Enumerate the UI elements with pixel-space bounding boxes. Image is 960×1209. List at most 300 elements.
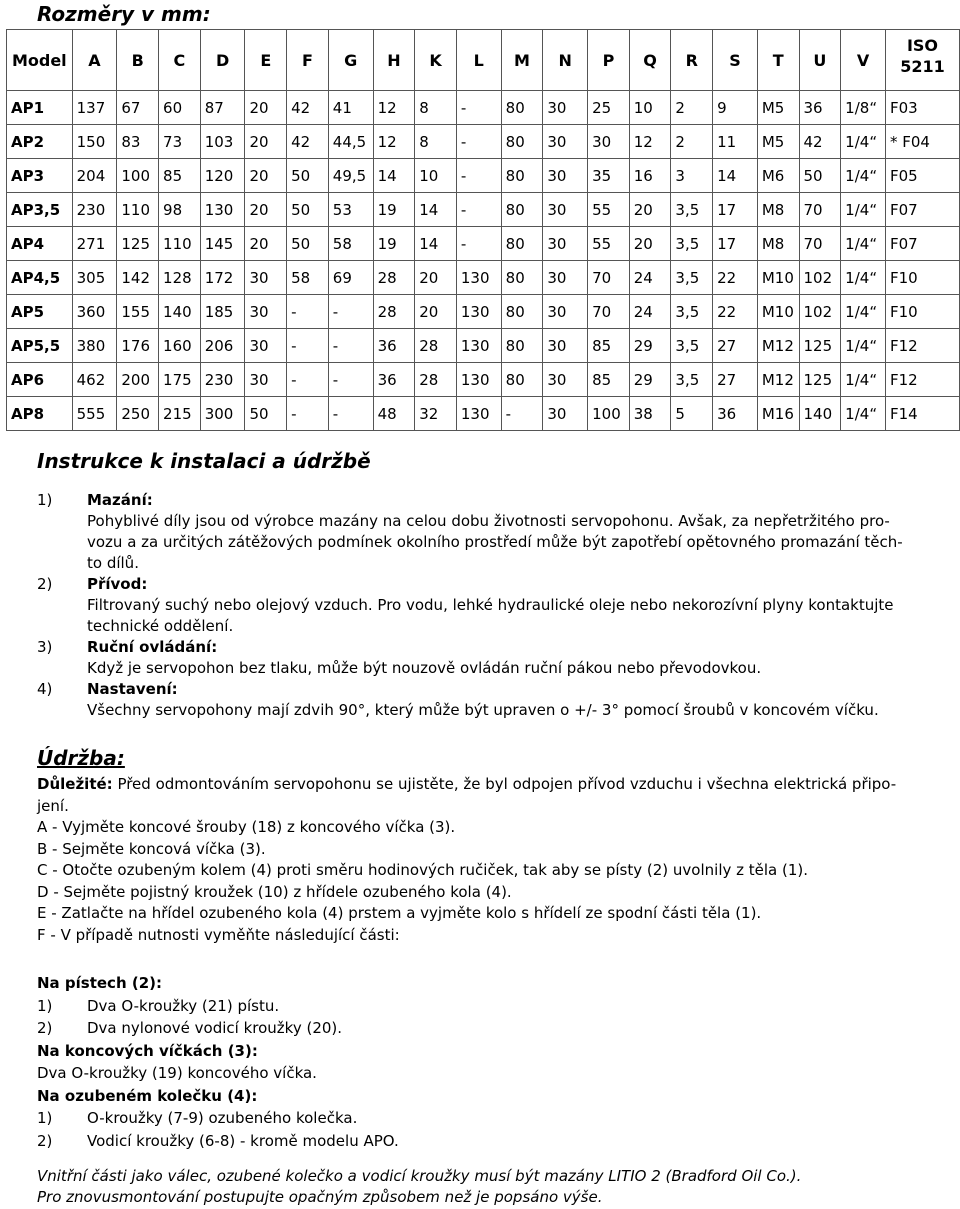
column-header: D [200, 30, 245, 91]
table-cell: 271 [72, 227, 117, 261]
table-cell: 73 [159, 125, 201, 159]
table-cell: 30 [543, 261, 588, 295]
instruction-item [37, 679, 952, 721]
table-cell: 380 [72, 329, 117, 363]
table-row [7, 91, 960, 125]
table-cell: 176 [117, 329, 159, 363]
item-number: 2) [37, 575, 53, 593]
table-cell: 70 [588, 295, 630, 329]
table-cell: M5 [757, 125, 799, 159]
column-header: B [117, 30, 159, 91]
table-cell: 30 [543, 159, 588, 193]
table-cell: 130 [456, 363, 501, 397]
table-cell: 300 [200, 397, 245, 431]
table-cell: 103 [200, 125, 245, 159]
column-header: S [713, 30, 758, 91]
table-cell: 8 [415, 125, 457, 159]
table-cell: 30 [543, 329, 588, 363]
table-cell: 24 [629, 295, 671, 329]
table-cell: F05 [885, 159, 959, 193]
table-cell: 36 [799, 91, 841, 125]
table-cell: 3,5 [671, 193, 713, 227]
table-cell: 55 [588, 193, 630, 227]
table-cell: 42 [287, 125, 329, 159]
model-cell: AP3,5 [7, 193, 73, 227]
table-cell: - [328, 295, 373, 329]
table-cell: 55 [588, 227, 630, 261]
table-header-row [7, 30, 960, 91]
table-cell: - [328, 329, 373, 363]
table-cell: 110 [117, 193, 159, 227]
table-cell: 8 [415, 91, 457, 125]
table-cell: 1/4“ [841, 125, 886, 159]
table-cell: 1/4“ [841, 227, 886, 261]
dimensions-table-body [7, 91, 960, 431]
table-cell: 20 [245, 125, 287, 159]
table-cell: 30 [245, 329, 287, 363]
table-cell: - [287, 329, 329, 363]
column-header-iso [885, 30, 959, 91]
parts-caps-text: Dva O-kroužky (19) koncového víčka. [37, 1064, 317, 1082]
column-header: N [543, 30, 588, 91]
column-header: H [373, 30, 415, 91]
table-cell: 102 [799, 261, 841, 295]
table-cell: 12 [373, 91, 415, 125]
table-cell: 130 [456, 295, 501, 329]
table-cell: 1/4“ [841, 261, 886, 295]
table-cell: 30 [588, 125, 630, 159]
table-cell: 80 [501, 329, 543, 363]
table-cell: 20 [629, 227, 671, 261]
important-text-cont: jení. [37, 796, 69, 815]
item-text-line: to dílů. [87, 554, 139, 572]
table-cell: 172 [200, 261, 245, 295]
table-row [7, 159, 960, 193]
maintenance-section-title: Údržba: [37, 746, 125, 770]
table-cell: 130 [456, 397, 501, 431]
table-cell: F14 [885, 397, 959, 431]
table-cell: 19 [373, 193, 415, 227]
table-cell: M8 [757, 227, 799, 261]
column-header: U [799, 30, 841, 91]
table-cell: 2 [671, 125, 713, 159]
table-cell: 250 [117, 397, 159, 431]
table-cell: 14 [373, 159, 415, 193]
table-cell: 36 [373, 329, 415, 363]
model-cell: AP3 [7, 159, 73, 193]
table-cell: - [456, 193, 501, 227]
column-header: T [757, 30, 799, 91]
table-cell: 204 [72, 159, 117, 193]
column-header: M [501, 30, 543, 91]
table-cell: 14 [415, 227, 457, 261]
parts-item-number: 2) [37, 1131, 53, 1150]
table-cell: M8 [757, 193, 799, 227]
table-cell: F10 [885, 295, 959, 329]
table-cell: 42 [799, 125, 841, 159]
column-header: Q [629, 30, 671, 91]
table-cell: 100 [117, 159, 159, 193]
table-cell: 70 [799, 227, 841, 261]
table-cell: 58 [287, 261, 329, 295]
parts-item-number: 1) [37, 996, 53, 1015]
table-cell: 155 [117, 295, 159, 329]
table-cell: M12 [757, 363, 799, 397]
table-cell: 17 [713, 193, 758, 227]
table-row [7, 295, 960, 329]
item-text-line: Filtrovaný suchý nebo olejový vzduch. Pro vodu, lehké hydraulické oleje nebo nekorozívní plyny kontaktujte [87, 596, 894, 614]
table-cell: 30 [245, 261, 287, 295]
table-cell: 58 [328, 227, 373, 261]
parts-item [37, 995, 952, 1018]
table-cell: 1/4“ [841, 159, 886, 193]
table-cell: 80 [501, 261, 543, 295]
table-cell: 98 [159, 193, 201, 227]
table-cell: 130 [456, 261, 501, 295]
table-cell: M10 [757, 261, 799, 295]
table-cell: 3,5 [671, 295, 713, 329]
table-cell: 80 [501, 125, 543, 159]
parts-heading-gear: Na ozubeném kolečku (4): [37, 1086, 258, 1105]
table-cell: 50 [799, 159, 841, 193]
table-cell: 1/4“ [841, 397, 886, 431]
table-cell: 10 [415, 159, 457, 193]
table-cell: 50 [287, 193, 329, 227]
table-cell: - [501, 397, 543, 431]
table-cell: 48 [373, 397, 415, 431]
table-cell: 200 [117, 363, 159, 397]
table-cell: 1/4“ [841, 193, 886, 227]
table-cell: 27 [713, 363, 758, 397]
table-cell: 3,5 [671, 227, 713, 261]
table-cell: 50 [287, 227, 329, 261]
table-cell: 20 [245, 159, 287, 193]
table-cell: 206 [200, 329, 245, 363]
table-cell: 38 [629, 397, 671, 431]
table-row [7, 227, 960, 261]
parts-item-text: O-kroužky (7-9) ozubeného kolečka. [87, 1109, 358, 1127]
table-cell: 30 [543, 397, 588, 431]
table-cell: 462 [72, 363, 117, 397]
table-cell: 215 [159, 397, 201, 431]
item-heading: Přívod: [87, 575, 148, 593]
item-text-line: Pohyblivé díly jsou od výrobce mazány na celou dobu životnosti servopohonu. Avšak, za nepřetržitého pro- [87, 512, 890, 530]
column-header: L [456, 30, 501, 91]
table-row [7, 363, 960, 397]
table-cell: 5 [671, 397, 713, 431]
replacement-parts [37, 972, 952, 1152]
table-cell: - [456, 159, 501, 193]
table-cell: 175 [159, 363, 201, 397]
table-cell: M10 [757, 295, 799, 329]
model-cell: AP4,5 [7, 261, 73, 295]
table-cell: 80 [501, 193, 543, 227]
footer-line: Pro znovusmontování postupujte opačným způsobem než je popsáno výše. [37, 1188, 603, 1206]
table-cell: 50 [245, 397, 287, 431]
table-cell: 100 [588, 397, 630, 431]
table-cell: 305 [72, 261, 117, 295]
table-cell: 3 [671, 159, 713, 193]
table-row [7, 261, 960, 295]
table-cell: 230 [200, 363, 245, 397]
table-cell: - [328, 363, 373, 397]
column-header: Model [7, 30, 73, 91]
table-cell: 60 [159, 91, 201, 125]
table-cell: 30 [543, 91, 588, 125]
table-cell: 28 [373, 261, 415, 295]
table-cell: 3,5 [671, 261, 713, 295]
table-cell: 130 [456, 329, 501, 363]
parts-item-number: 1) [37, 1109, 53, 1127]
table-cell: 1/4“ [841, 295, 886, 329]
table-cell: 80 [501, 159, 543, 193]
parts-item [37, 1107, 952, 1130]
table-cell: 1/4“ [841, 363, 886, 397]
table-cell: 125 [799, 363, 841, 397]
table-cell: 27 [713, 329, 758, 363]
table-cell: 83 [117, 125, 159, 159]
table-cell: 85 [588, 363, 630, 397]
table-cell: 128 [159, 261, 201, 295]
model-cell: AP6 [7, 363, 73, 397]
table-cell: - [328, 397, 373, 431]
table-cell: 30 [543, 363, 588, 397]
table-cell: - [456, 227, 501, 261]
maintenance-step: D - Sejměte pojistný kroužek (10) z hřídele ozubeného kola (4). [37, 882, 512, 901]
parts-item-text: Dva nylonové vodicí kroužky (20). [87, 1019, 343, 1037]
table-cell: M5 [757, 91, 799, 125]
table-cell: 22 [713, 261, 758, 295]
table-cell: 70 [799, 193, 841, 227]
table-cell: 120 [200, 159, 245, 193]
iso-number: 5211 [900, 57, 945, 76]
instruction-item [37, 574, 952, 637]
parts-item [37, 1130, 952, 1153]
table-cell: M6 [757, 159, 799, 193]
table-cell: 20 [245, 193, 287, 227]
table-cell: 30 [543, 227, 588, 261]
important-label: Důležité: [37, 775, 113, 793]
item-number: 3) [37, 638, 53, 656]
table-cell: 22 [713, 295, 758, 329]
table-cell: 17 [713, 227, 758, 261]
install-section-title: Instrukce k instalaci a údržbě [37, 449, 371, 473]
table-cell: 12 [373, 125, 415, 159]
table-cell: 30 [245, 363, 287, 397]
table-cell: M16 [757, 397, 799, 431]
table-cell: 49,5 [328, 159, 373, 193]
table-cell: 28 [373, 295, 415, 329]
footer-line: Vnitřní části jako válec, ozubené kolečko a vodicí kroužky musí být mazány LITIO 2 (Bradford Oil Co.). [37, 1167, 802, 1185]
parts-item-text: Vodicí kroužky (6-8) - kromě modelu APO. [87, 1131, 399, 1150]
parts-item [37, 1017, 952, 1040]
table-cell: 29 [629, 329, 671, 363]
item-number: 4) [37, 680, 53, 698]
table-cell: F07 [885, 227, 959, 261]
table-cell: 28 [415, 329, 457, 363]
footer-notes [37, 1166, 952, 1208]
item-text-line: vozu a za určitých zátěžových podmínek okolního prostředí může být zapotřebí opětovného promazání těch- [87, 533, 903, 551]
table-cell: 1/4“ [841, 329, 886, 363]
table-cell: 70 [588, 261, 630, 295]
table-cell: 125 [117, 227, 159, 261]
table-cell: F03 [885, 91, 959, 125]
model-cell: AP4 [7, 227, 73, 261]
table-cell: - [456, 91, 501, 125]
column-header: G [328, 30, 373, 91]
table-cell: 3,5 [671, 329, 713, 363]
table-cell: 14 [713, 159, 758, 193]
table-cell: 230 [72, 193, 117, 227]
table-row [7, 329, 960, 363]
table-cell: 140 [159, 295, 201, 329]
table-cell: M12 [757, 329, 799, 363]
table-cell: 2 [671, 91, 713, 125]
table-cell: 32 [415, 397, 457, 431]
parts-heading-pistons: Na pístech (2): [37, 974, 162, 992]
parts-item-text: Dva O-kroužky (21) pístu. [87, 996, 280, 1015]
table-cell: 30 [543, 295, 588, 329]
table-cell: 20 [245, 227, 287, 261]
item-heading: Ruční ovládání: [87, 638, 218, 656]
table-cell: F12 [885, 363, 959, 397]
table-cell: 44,5 [328, 125, 373, 159]
instruction-item [37, 490, 952, 574]
table-cell: 3,5 [671, 363, 713, 397]
table-cell: 80 [501, 91, 543, 125]
table-cell: 160 [159, 329, 201, 363]
table-cell: 42 [287, 91, 329, 125]
table-cell: 142 [117, 261, 159, 295]
item-text-line: Všechny servopohony mají zdvih 90°, který může být upraven o +/- 3° pomocí šroubů v koncovém víčku. [87, 701, 879, 719]
table-cell: 11 [713, 125, 758, 159]
table-cell: 28 [415, 363, 457, 397]
table-cell: 80 [501, 363, 543, 397]
install-instructions [37, 490, 952, 721]
column-header: F [287, 30, 329, 91]
item-text-line: technické oddělení. [87, 617, 234, 635]
table-cell: 41 [328, 91, 373, 125]
parts-item-number: 2) [37, 1019, 53, 1037]
model-cell: AP8 [7, 397, 73, 431]
model-cell: AP2 [7, 125, 73, 159]
table-cell: 30 [543, 193, 588, 227]
table-row [7, 193, 960, 227]
table-cell: 137 [72, 91, 117, 125]
table-cell: 36 [373, 363, 415, 397]
table-cell: - [287, 363, 329, 397]
table-cell: 30 [543, 125, 588, 159]
table-cell: 145 [200, 227, 245, 261]
table-cell: - [287, 295, 329, 329]
table-cell: 12 [629, 125, 671, 159]
table-row [7, 397, 960, 431]
table-cell: 85 [588, 329, 630, 363]
table-cell: 80 [501, 227, 543, 261]
table-cell: 69 [328, 261, 373, 295]
table-cell: 130 [200, 193, 245, 227]
table-cell: 16 [629, 159, 671, 193]
table-cell: 150 [72, 125, 117, 159]
table-cell: - [456, 125, 501, 159]
table-cell: 50 [287, 159, 329, 193]
table-cell: 25 [588, 91, 630, 125]
table-cell: 20 [245, 91, 287, 125]
column-header: E [245, 30, 287, 91]
table-cell: 555 [72, 397, 117, 431]
table-cell: 24 [629, 261, 671, 295]
maintenance-step: B - Sejměte koncová víčka (3). [37, 839, 266, 858]
maintenance-step: E - Zatlačte na hřídel ozubeného kola (4) prstem a vyjměte kolo s hřídelí ze spodní části těla (1). [37, 904, 762, 922]
table-cell: 30 [245, 295, 287, 329]
item-heading: Mazání: [87, 491, 153, 509]
table-cell: 35 [588, 159, 630, 193]
table-cell: 85 [159, 159, 201, 193]
table-cell: 36 [713, 397, 758, 431]
table-row [7, 125, 960, 159]
dimensions-table [6, 29, 960, 431]
table-cell: 1/8“ [841, 91, 886, 125]
table-cell: 80 [501, 295, 543, 329]
table-cell: 140 [799, 397, 841, 431]
maintenance-step: A - Vyjměte koncové šrouby (18) z koncového víčka (3). [37, 818, 456, 836]
table-cell: 110 [159, 227, 201, 261]
iso-label: ISO [906, 36, 939, 55]
parts-heading-caps: Na koncových víčkách (3): [37, 1041, 258, 1060]
table-cell: F10 [885, 261, 959, 295]
dimensions-title: Rozměry v mm: [37, 2, 211, 26]
maintenance-step: F - V případě nutnosti vyměňte následující části: [37, 925, 400, 944]
table-cell: 19 [373, 227, 415, 261]
column-header: A [72, 30, 117, 91]
important-note [37, 774, 952, 796]
table-cell: 67 [117, 91, 159, 125]
table-cell: 20 [415, 261, 457, 295]
table-cell: 185 [200, 295, 245, 329]
table-cell: 125 [799, 329, 841, 363]
instruction-item [37, 637, 952, 679]
table-cell: 20 [415, 295, 457, 329]
table-cell: 29 [629, 363, 671, 397]
maintenance-text [37, 774, 952, 946]
model-cell: AP5 [7, 295, 73, 329]
column-header: C [159, 30, 201, 91]
table-cell: 360 [72, 295, 117, 329]
table-cell: 102 [799, 295, 841, 329]
item-text-line: Když je servopohon bez tlaku, může být nouzově ovládán ruční pákou nebo převodovkou. [87, 659, 762, 677]
table-cell: F12 [885, 329, 959, 363]
table-cell: 20 [629, 193, 671, 227]
table-cell: 53 [328, 193, 373, 227]
table-cell: 9 [713, 91, 758, 125]
column-header: R [671, 30, 713, 91]
column-header: P [588, 30, 630, 91]
item-heading: Nastavení: [87, 680, 178, 698]
table-cell: 14 [415, 193, 457, 227]
table-cell: 10 [629, 91, 671, 125]
column-header: V [841, 30, 886, 91]
table-cell: * F04 [885, 125, 959, 159]
table-cell: 87 [200, 91, 245, 125]
important-text: Před odmontováním servopohonu se ujistěte, že byl odpojen přívod vzduchu i všechna elektrická připo- [112, 775, 897, 793]
model-cell: AP1 [7, 91, 73, 125]
table-cell: - [287, 397, 329, 431]
maintenance-step: C - Otočte ozubeným kolem (4) proti směru hodinových ručiček, tak aby se písty (2) uvolnily z těla (1). [37, 861, 809, 879]
table-cell: F07 [885, 193, 959, 227]
column-header: K [415, 30, 457, 91]
item-number: 1) [37, 491, 53, 509]
model-cell: AP5,5 [7, 329, 73, 363]
